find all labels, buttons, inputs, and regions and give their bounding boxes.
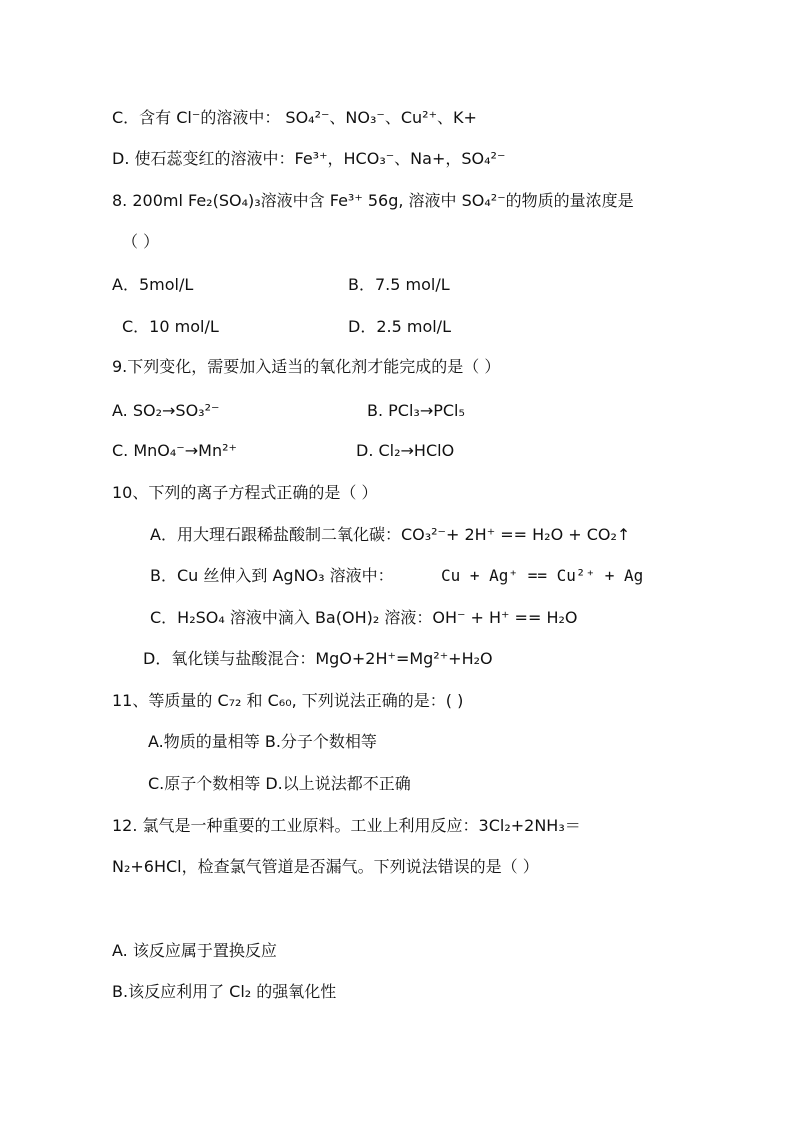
question-12-option-a: A. 该反应属于置换反应 xyxy=(112,941,277,960)
option-c-q7: C．含有 Cl⁻的溶液中： SO₄²⁻、NO₃⁻、Cu²⁺、K+ xyxy=(112,108,477,127)
question-8: 8. 200ml Fe₂(SO₄)₃溶液中含 Fe³⁺ 56g, 溶液中 SO₄²⁻的物质的量浓度是 xyxy=(112,191,634,210)
option-d-q7: D. 使石蕊变红的溶液中：Fe³⁺，HCO₃⁻、Na+，SO₄²⁻ xyxy=(112,149,506,168)
question-10-option-a: A．用大理石跟稀盐酸制二氧化碳：CO₃²⁻+ 2H⁺ == H₂O + CO₂↑ xyxy=(150,525,631,544)
question-11-options-ab: A.物质的量相等 B.分子个数相等 xyxy=(148,732,377,751)
question-9: 9.下列变化，需要加入适当的氧化剂才能完成的是（ ） xyxy=(112,357,501,376)
question-8-option-a: A．5mol/L xyxy=(112,275,194,294)
question-8-answer-blank: （ ） xyxy=(122,232,160,251)
question-8-option-d: D．2.5 mol/L xyxy=(348,317,451,336)
question-8-option-b: B．7.5 mol/L xyxy=(348,275,450,294)
question-10-option-b-equation: Cu + Ag⁺ == Cu²⁺ + Ag xyxy=(441,566,644,585)
question-12-line-1: 12. 氯气是一种重要的工业原料。工业上利用反应：3Cl₂+2NH₃＝ xyxy=(112,816,581,835)
question-9-option-a: A. SO₂→SO₃²⁻ xyxy=(112,401,220,420)
question-11-options-cd: C.原子个数相等 D.以上说法都不正确 xyxy=(148,774,411,793)
question-10-option-d: D．氧化镁与盐酸混合：MgO+2H⁺=Mg²⁺+H₂O xyxy=(143,649,493,668)
question-12-line-2: N₂+6HCl，检查氯气管道是否漏气。下列说法错误的是（ ） xyxy=(112,857,539,876)
question-8-option-c: C．10 mol/L xyxy=(122,317,219,336)
question-10: 10、下列的离子方程式正确的是（ ） xyxy=(112,483,378,502)
question-9-option-d: D. Cl₂→HClO xyxy=(356,441,455,460)
question-12-option-b: B.该反应利用了 Cl₂ 的强氧化性 xyxy=(112,982,337,1001)
question-9-option-b: B. PCl₃→PCl₅ xyxy=(367,401,465,420)
question-9-option-c: C. MnO₄⁻→Mn²⁺ xyxy=(112,441,237,460)
question-11: 11、等质量的 C₇₂ 和 C₆₀, 下列说法正确的是：( ) xyxy=(112,691,464,710)
question-10-option-c: C．H₂SO₄ 溶液中滴入 Ba(OH)₂ 溶液：OH⁻ + H⁺ == H₂O xyxy=(150,608,578,627)
question-10-option-b-label: B．Cu 丝伸入到 AgNO₃ 溶液中： xyxy=(150,566,394,585)
